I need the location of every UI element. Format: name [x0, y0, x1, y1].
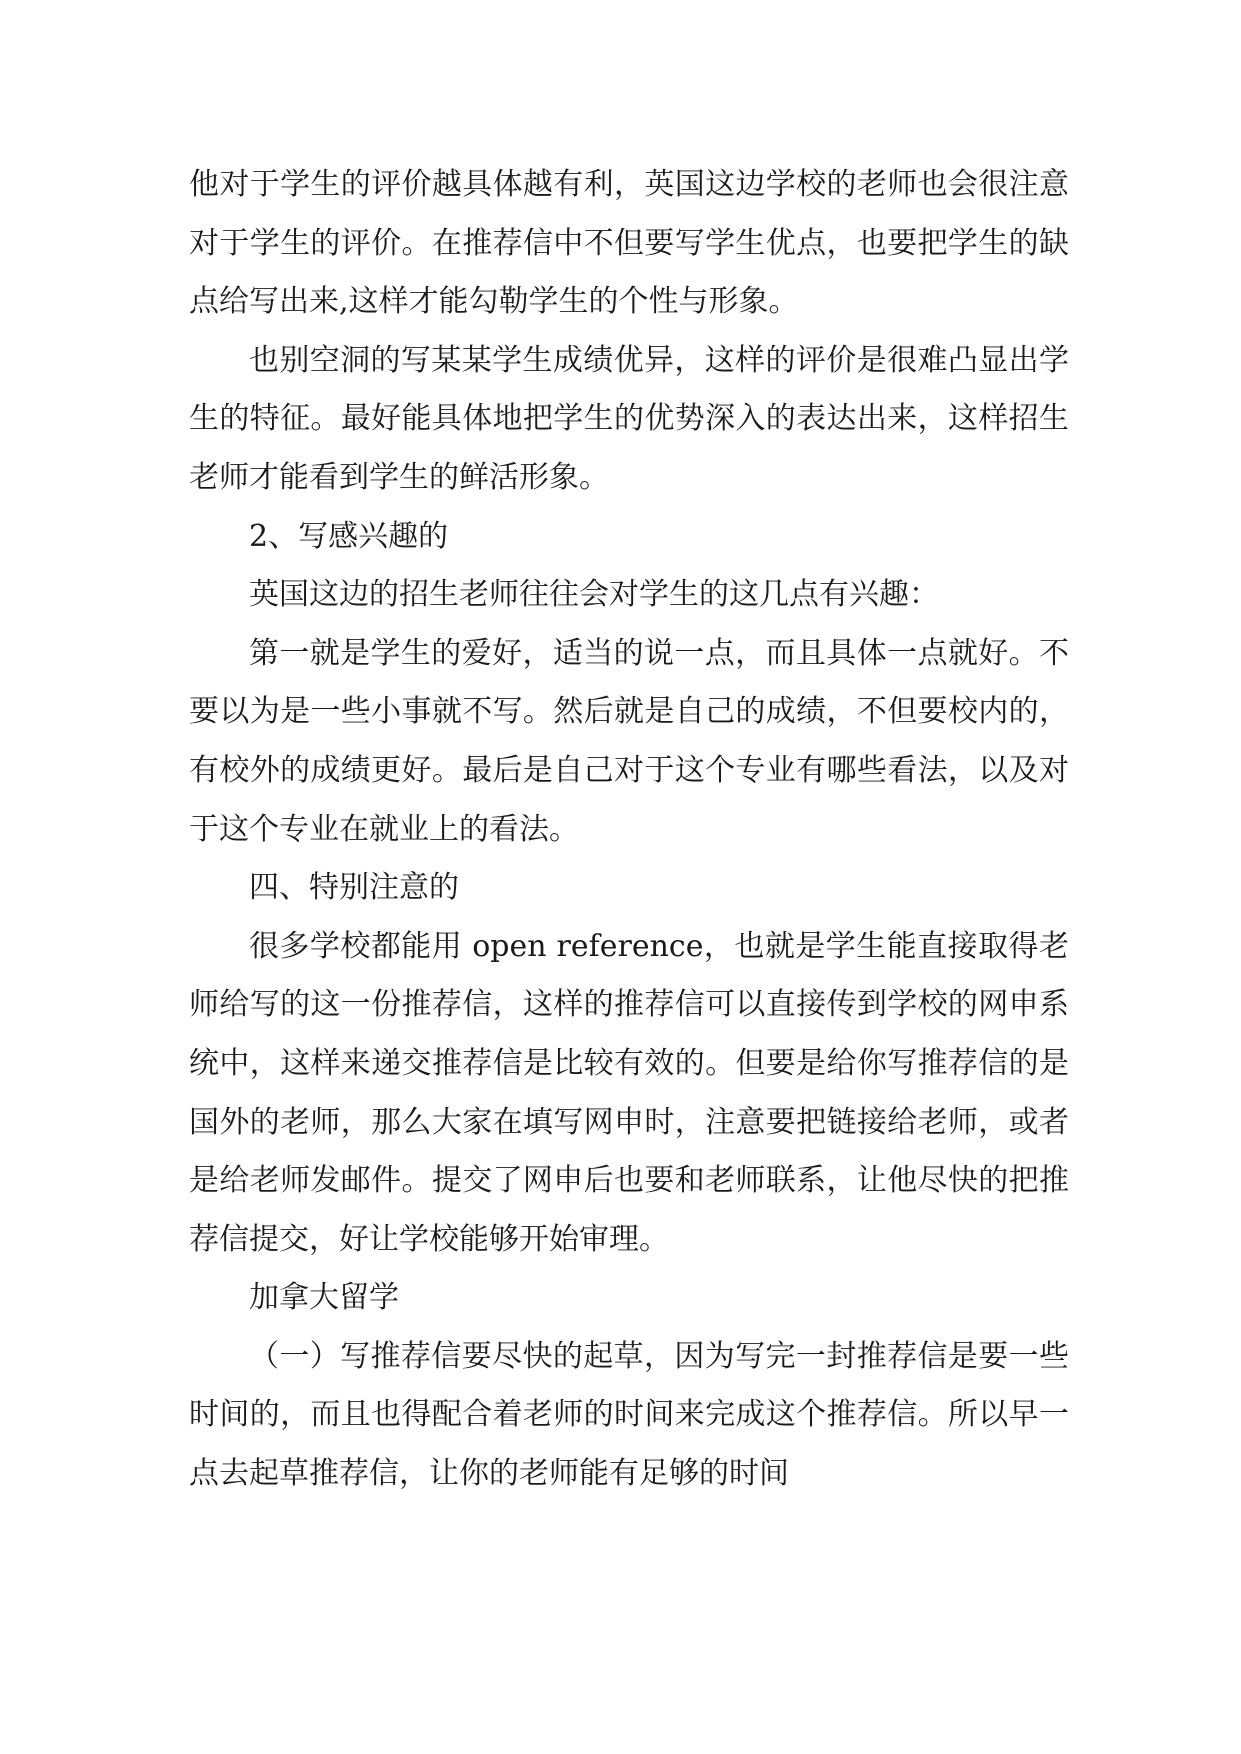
- section-heading-interests: 2、写感兴趣的: [249, 518, 449, 554]
- paragraph-avoid-empty-praise: 也别空洞的写某某学生成绩优异，这样的评价是很难凸显出学生的特征。最好能具体地把学生的优势深入的表达出来，这样招生老师才能看到学生的鲜活形象。: [189, 342, 1069, 495]
- paragraph-interest-details: 第一就是学生的爱好，适当的说一点，而且具体一点就好。不要以为是一些小事就不写。然后就是自己的成绩，不但要校内的，有校外的成绩更好。最后是自己对于这个专业有哪些看法，以及对于这个专业在就业上的看法。: [189, 635, 1069, 847]
- document-body: [189, 156, 1069, 1504]
- paragraph-open-reference: 很多学校都能用 open reference，也就是学生能直接取得老师给写的这一份推荐信，这样的推荐信可以直接传到学校的网申系统中，这样来递交推荐信是比较有效的。但要是给你写推荐信的是国外的老师，那么大家在填写网申时，注意要把链接给老师，或者是给老师发邮件。提交了网申后也要和老师联系，让他尽快的把推荐信提交，好让学校能够开始审理。: [189, 928, 1069, 1257]
- paragraph-intro-continued: 他对于学生的评价越具体越有利，英国这边学校的老师也会很注意对于学生的评价。在推荐信中不但要写学生优点，也要把学生的缺点给写出来,这样才能勾勒学生的个性与形象。: [189, 167, 1069, 320]
- paragraph-interest-lead: 英国这边的招生老师往往会对学生的这几点有兴趣：: [249, 577, 939, 613]
- section-heading-canada: 加拿大留学: [249, 1280, 399, 1316]
- paragraph-draft-early: （一）写推荐信要尽快的起草，因为写完一封推荐信是要一些时间的，而且也得配合着老师的时间来完成这个推荐信。所以早一点去起草推荐信，让你的老师能有足够的时间: [189, 1338, 1069, 1492]
- section-heading-special-notes: 四、特别注意的: [249, 870, 459, 906]
